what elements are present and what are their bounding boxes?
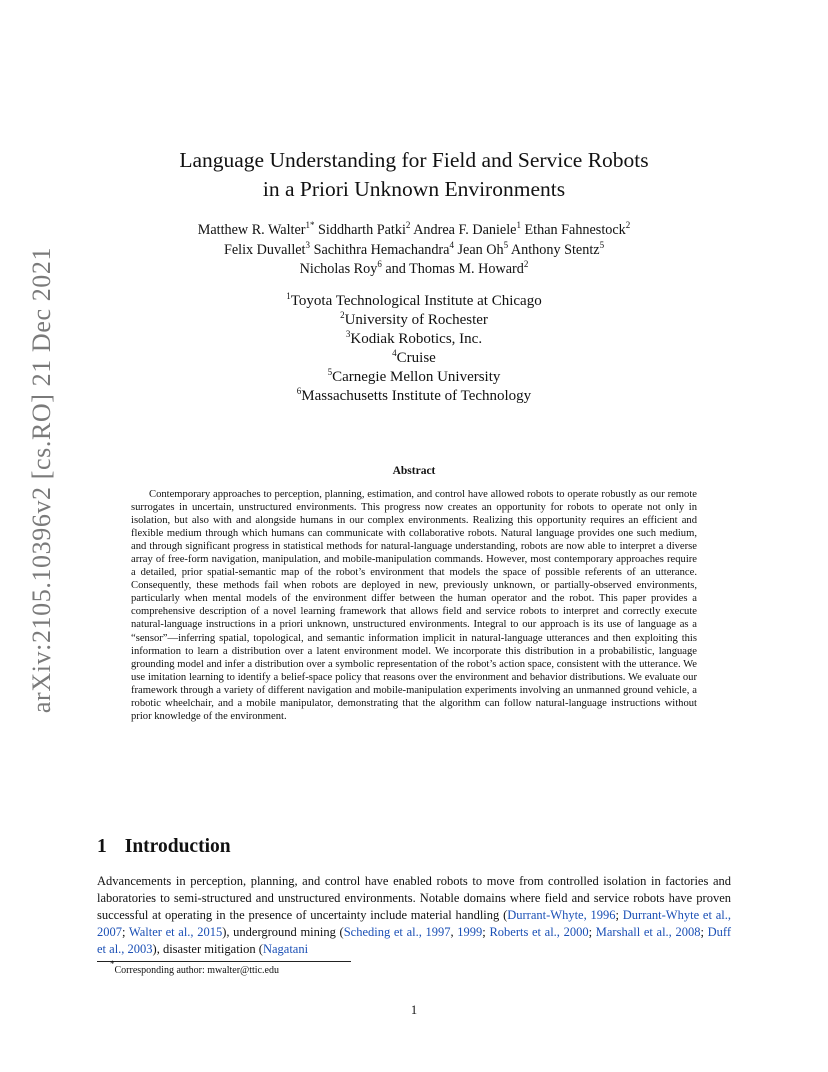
citation-link[interactable]: Duff et al., 2003 <box>97 925 731 957</box>
author-name: Felix Duvallet <box>223 241 306 258</box>
abstract-text: Contemporary approaches to perception, planning, estimation, and control have allowed robots to operate robustly as our remote surrogates in uncertain, unstructured environments. This progress now creates an opportunity for robots to operate not only in isolation, but also with and alongside humans in our complex environments. Realizing this opportunity requires an efficient and flexible medium through which humans can communicate with collaborative robots. Natural language provides one such medium, and through significant progress in statistical methods for natural-language understanding, robots are now able to interpret a diverse array of free-form navigation, manipulation, and mobile-manipulation commands. However, most contemporary approaches require a detailed, prior spatial-semantic map of the robot’s environment that models the space of possible referents of an utterance. Consequently, these methods fail when robots are deployed in new, previously unknown, or partially-observed environments, particularly when mental models of the environment differ between the human operator and the robot. This paper provides a comprehensive description of a novel learning framework that allows field and service robots to interpret and correctly execute natural-language instructions in a priori unknown, unstructured environments. Integral to our approach is its use of language as a “sensor”—inferring spatial, topological, and semantic information implicit in natural-language utterances and then exploiting this information to learn a distribution over a latent environment model. We incorporate this distribution in a probabilistic, language grounding model and infer a distribution over a symbolic representation of the robot’s action space, consistent with the utterance. We use imitation learning to identify a belief-space policy that reasons over the environment and behavior distributions. We evaluate our framework through a variety of different navigation and mobile-manipulation experiments involving an unmanned ground vehicle, a robotic wheelchair, and a mobile manipulator, demonstrating that the algorithm can follow natural-language instructions without prior knowledge of the environment. <box>131 489 697 722</box>
author-line <box>90 221 738 241</box>
author-affil-mark: 1 <box>516 220 521 230</box>
affiliation-list <box>160 292 668 406</box>
affiliation <box>160 311 668 330</box>
page-number: 1 <box>410 1003 418 1017</box>
author-name: Matthew R. Walter <box>197 222 306 238</box>
title-line-1: Language Understanding for Field and Service Robots <box>179 148 649 172</box>
section-number: 1 <box>97 836 107 857</box>
author-name: Nicholas Roy <box>299 261 378 277</box>
author-affil-mark: 2 <box>625 220 631 230</box>
affiliation-name: Cruise <box>396 350 436 366</box>
author-line <box>90 260 738 280</box>
intro-text: ; <box>122 925 129 940</box>
author-name: Anthony Stentz <box>510 241 600 258</box>
author-affil-mark: 2 <box>523 259 529 269</box>
footnote <box>110 959 279 976</box>
intro-text: , <box>450 925 458 940</box>
affiliation-name: Carnegie Mellon University <box>332 369 501 385</box>
author-name: Jean Oh <box>457 241 504 258</box>
intro-paragraph <box>97 873 731 958</box>
affiliation-number: 3 <box>345 329 351 339</box>
affiliation-name: Kodiak Robotics, Inc. <box>350 331 483 347</box>
section-heading <box>97 836 231 858</box>
citation-link[interactable]: Walter et al., 2015 <box>128 925 223 940</box>
citation-link[interactable]: Durrant-Whyte, 1996 <box>507 908 616 923</box>
title-line-2: in a Priori Unknown Environments <box>262 177 566 201</box>
author-name: Andrea F. Daniele <box>413 222 517 238</box>
author-line <box>90 241 738 261</box>
affiliation-name: University of Rochester <box>344 312 488 328</box>
citation-link[interactable]: Scheding et al., 1997 <box>343 925 451 940</box>
citation-link[interactable]: Roberts et al., 2000 <box>489 925 589 940</box>
arxiv-stamp <box>4 230 68 730</box>
citation-link[interactable]: Nagatani <box>262 942 309 957</box>
affiliation-number: 4 <box>392 348 397 358</box>
affiliation <box>160 330 668 349</box>
footnote-divider <box>97 961 351 962</box>
affiliation <box>160 349 668 368</box>
arxiv-identifier: arXiv:2105.10396v2 [cs.RO] 21 Dec 2021 <box>27 246 56 714</box>
abstract-heading: Abstract <box>392 465 436 477</box>
affiliation-number: 6 <box>296 386 302 396</box>
citation-link[interactable]: Marshall et al., 2008 <box>595 925 701 940</box>
intro-text: ; <box>700 925 708 940</box>
intro-text: ), underground mining ( <box>222 925 344 940</box>
author-affil-mark: 2 <box>405 220 411 230</box>
intro-text: ; <box>615 908 623 923</box>
author-affil-mark: 3 <box>305 239 311 250</box>
affiliation-number: 5 <box>327 367 333 377</box>
author-separator: and <box>381 261 410 277</box>
author-name: Siddharth Patki <box>318 222 406 238</box>
author-affil-mark: 4 <box>449 239 454 250</box>
author-affil-mark: 6 <box>377 259 382 269</box>
author-affil-mark: 5 <box>503 239 509 250</box>
citation-link[interactable]: Durrant-Whyte et al., 2007 <box>97 908 731 940</box>
affiliation <box>160 292 668 311</box>
author-name: Thomas M. Howard <box>409 261 524 277</box>
footnote-mark: * <box>110 959 115 969</box>
citation-link[interactable]: 1999 <box>457 925 483 940</box>
author-affil-mark: 5 <box>599 239 605 250</box>
intro-text: ; <box>588 925 596 940</box>
affiliation <box>160 387 668 406</box>
author-name: Sachithra Hemachandra <box>313 241 450 258</box>
author-affil-mark: 1* <box>305 220 315 230</box>
affiliation-name: Massachusetts Institute of Technology <box>301 388 532 404</box>
affiliation-number: 2 <box>340 310 345 320</box>
footnote-text: Corresponding author: mwalter@ttic.edu <box>114 965 279 976</box>
affiliation-name: Toyota Technological Institute at Chicago <box>290 293 542 309</box>
affiliation <box>160 368 668 387</box>
section-title: Introduction <box>124 836 231 857</box>
paper-title <box>120 146 708 204</box>
intro-text: Advancements in perception, planning, and control have enabled robots to move from controlled isolation in factories and laboratories to semi-structured and unstructured environments. Notable domains where field and service robots have proven successful at operating in the presence of uncertainty include material handling ( <box>97 874 731 923</box>
intro-text: ; <box>482 925 490 940</box>
author-name: Ethan Fahnestock <box>524 222 626 238</box>
intro-text: ), disaster mitigation ( <box>152 942 263 957</box>
affiliation-number: 1 <box>286 291 291 301</box>
author-list <box>90 221 738 280</box>
